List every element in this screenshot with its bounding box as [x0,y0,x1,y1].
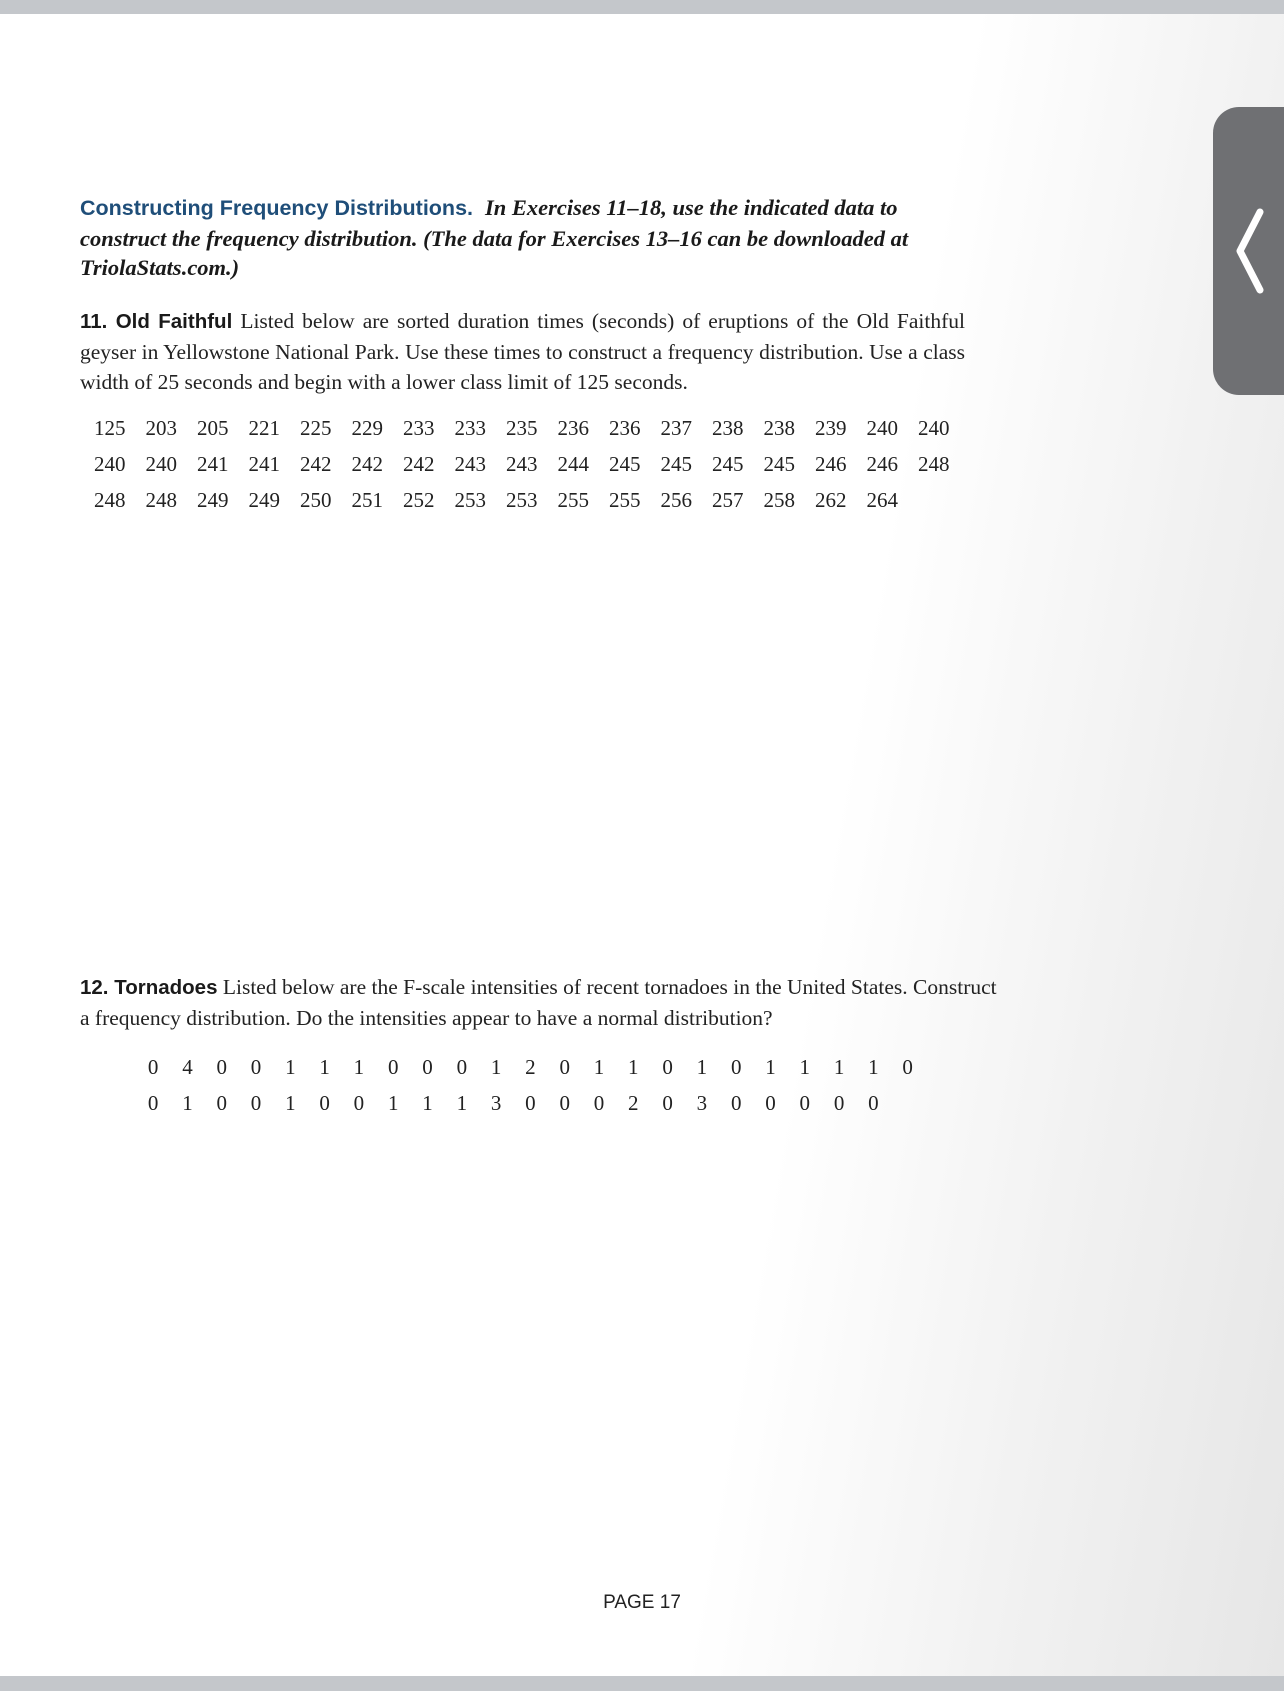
exercise-12-data [136,1049,925,1121]
data-value: 1 [456,1090,468,1115]
data-value: 249 [248,487,280,512]
data-value: 236 [609,415,641,440]
data-value: 0 [216,1054,227,1079]
chevron-left-icon [1232,206,1266,296]
data-value: 242 [403,451,435,476]
data-value: 258 [763,487,795,512]
data-value: 264 [866,487,898,512]
data-value: 2 [525,1054,536,1079]
data-value: 245 [660,451,692,476]
data-value: 256 [660,487,692,512]
data-value: 0 [662,1090,673,1115]
data-value: 0 [147,1090,159,1115]
data-value: 0 [147,1054,159,1079]
data-value: 0 [833,1090,845,1115]
exercise-11-text: Listed below are sorted duration times (seconds) of eruptions of the Old Faithful geyser in Yellowstone National Park. Use these times to construct a frequency distribution. Use a class width of 25 seconds and begin with a lower class limit of 125 seconds. [80,309,965,394]
data-value: 0 [559,1090,570,1115]
data-value: 125 [94,415,126,440]
data-value: 0 [765,1090,776,1115]
data-value: 238 [763,415,795,440]
data-value: 236 [557,415,589,440]
data-value: 233 [403,415,435,440]
data-value: 0 [250,1054,262,1079]
data-value: 225 [300,415,332,440]
data-value: 3 [696,1090,708,1115]
data-value: 242 [300,451,332,476]
page-number: PAGE 17 [603,1592,681,1613]
section-intro [80,193,960,283]
top-bar [0,0,1284,14]
data-value: 0 [216,1090,227,1115]
data-value: 1 [387,1090,399,1115]
data-value: 1 [285,1054,296,1079]
data-value: 244 [557,451,589,476]
data-value: 1 [593,1054,605,1079]
data-value: 221 [248,415,280,440]
data-value: 235 [506,415,538,440]
data-value: 4 [182,1054,193,1079]
section-title: Constructing Frequency Distributions. [80,196,473,220]
data-value: 0 [730,1054,742,1079]
data-value: 0 [902,1054,913,1079]
data-value: 248 [918,451,950,476]
data-value: 242 [351,451,383,476]
data-value: 1 [319,1054,330,1079]
data-value: 249 [197,487,229,512]
data-value: 251 [351,487,383,512]
data-value: 262 [815,487,847,512]
data-row [84,482,960,518]
data-value: 239 [815,415,847,440]
data-value: 1 [353,1054,365,1079]
data-value: 255 [609,487,641,512]
exercise-11 [80,306,965,397]
data-value: 1 [799,1054,811,1079]
data-value: 0 [250,1090,262,1115]
data-value: 1 [868,1054,879,1079]
data-value: 0 [559,1054,570,1079]
data-value: 253 [506,487,538,512]
data-value: 252 [403,487,435,512]
data-value: 240 [918,415,950,440]
data-value: 243 [454,451,486,476]
data-value: 1 [833,1054,845,1079]
data-value: 0 [353,1090,365,1115]
data-value: 240 [94,451,126,476]
data-value: 205 [197,415,229,440]
data-value: 241 [248,451,280,476]
exercise-12 [80,972,1000,1033]
exercise-11-heading: 11. Old Faithful [80,310,233,333]
data-value: 245 [712,451,744,476]
data-value: 0 [868,1090,879,1115]
data-value: 248 [94,487,126,512]
data-value: 1 [765,1054,776,1079]
data-value: 253 [454,487,486,512]
data-value: 203 [145,415,177,440]
data-value: 255 [557,487,589,512]
data-value: 246 [866,451,898,476]
data-value: 1 [422,1090,433,1115]
data-value: 237 [660,415,692,440]
data-value: 0 [662,1054,673,1079]
bottom-bar [0,1676,1284,1691]
data-value: 0 [387,1054,399,1079]
data-value: 257 [712,487,744,512]
data-value: 1 [696,1054,708,1079]
data-value: 240 [145,451,177,476]
data-value: 1 [182,1090,193,1115]
data-value: 0 [593,1090,605,1115]
data-value: 0 [456,1054,468,1079]
data-value: 2 [628,1090,639,1115]
data-value: 241 [197,451,229,476]
data-value: 229 [351,415,383,440]
data-value: 233 [454,415,486,440]
data-row [136,1085,925,1121]
data-row [136,1049,925,1085]
data-value: 245 [763,451,795,476]
data-value: 245 [609,451,641,476]
data-value: 240 [866,415,898,440]
data-value: 3 [490,1090,502,1115]
data-value: 0 [525,1090,536,1115]
section-instructions: In Exercises 11–18, use the indicated data to construct the frequency distribution. (The data for Exercises 13–16 can be downloaded at TriolaStats.com.) [80,195,909,280]
exercise-12-heading: 12. Tornadoes [80,976,218,999]
data-value: 248 [145,487,177,512]
data-value: 1 [285,1090,296,1115]
collapse-panel-tab[interactable] [1213,107,1284,395]
data-value: 243 [506,451,538,476]
exercise-11-data [84,410,960,518]
data-row [84,410,960,446]
exercise-12-text: Listed below are the F-scale intensities of recent tornadoes in the United States. Construct a frequency distribution. Do the intensities appear to have a normal distribution? [80,975,997,1030]
data-value: 0 [422,1054,433,1079]
data-value: 0 [730,1090,742,1115]
data-value: 1 [628,1054,639,1079]
data-value: 1 [490,1054,502,1079]
data-value: 250 [300,487,332,512]
data-value: 0 [799,1090,811,1115]
data-value: 246 [815,451,847,476]
data-value: 0 [319,1090,330,1115]
data-value: 238 [712,415,744,440]
data-row [84,446,960,482]
